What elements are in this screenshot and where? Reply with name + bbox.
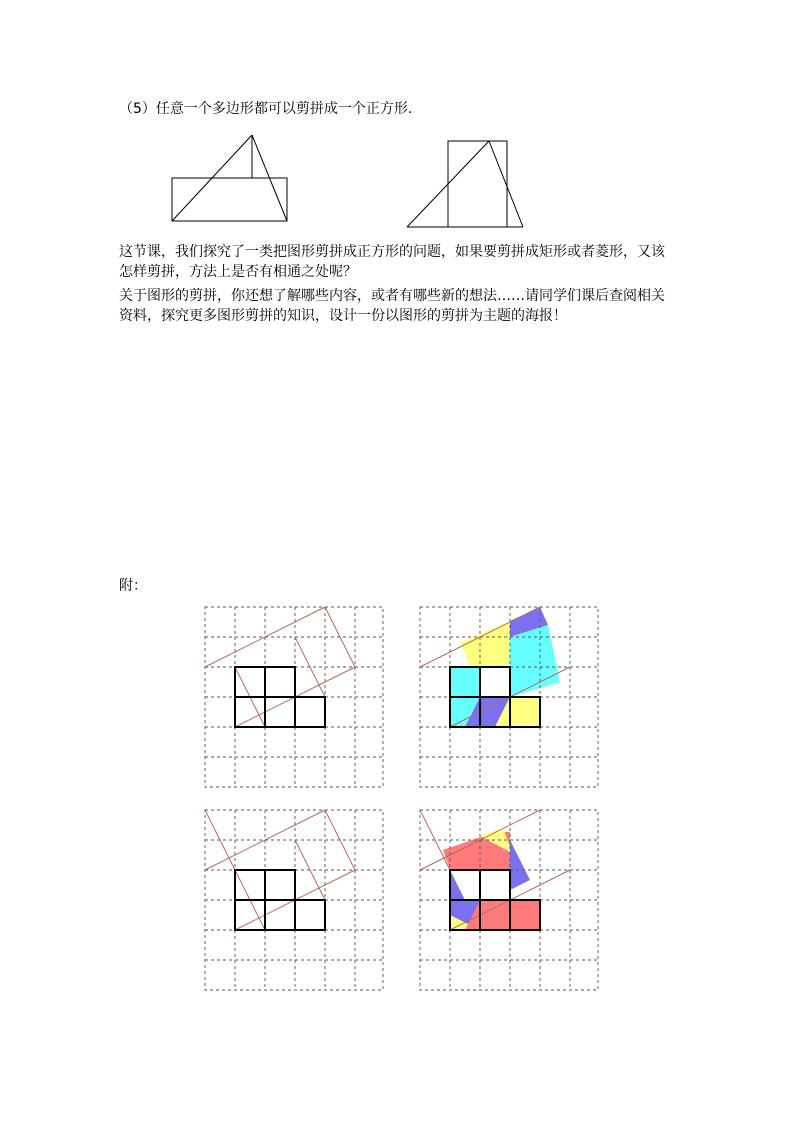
grid-figure-2 [420, 607, 598, 787]
paragraph-1-line-1: 这节课，我们探究了一类把图形剪拼成正方形的问题，如果要剪拼成矩形或者菱形，又该 [119, 244, 665, 260]
colored-pieces [443, 828, 540, 930]
grid-figure-3 [205, 810, 383, 990]
grid-figure-4 [420, 810, 598, 990]
problem-heading: （5）任意一个多边形都可以剪拼成一个正方形. [119, 101, 413, 117]
appendix-label: 附： [119, 578, 147, 594]
figure-rectangle-triangle [172, 135, 287, 221]
l-shape [235, 667, 325, 727]
paragraph-2-line-1: 关于图形的剪拼，你还想了解哪些内容，或者有哪些新的想法……请同学们课后查阅相关 [119, 288, 665, 304]
l-shape [235, 870, 325, 930]
paragraph-1-line-2: 怎样剪拼，方法上是否有相通之处呢？ [119, 264, 357, 280]
paragraph-2-line-2: 资料，探究更多图形剪拼的知识，设计一份以图形的剪拼为主题的海报！ [119, 308, 567, 324]
grid-figure-1 [205, 607, 383, 787]
figure-trapezoid-square [407, 141, 523, 227]
